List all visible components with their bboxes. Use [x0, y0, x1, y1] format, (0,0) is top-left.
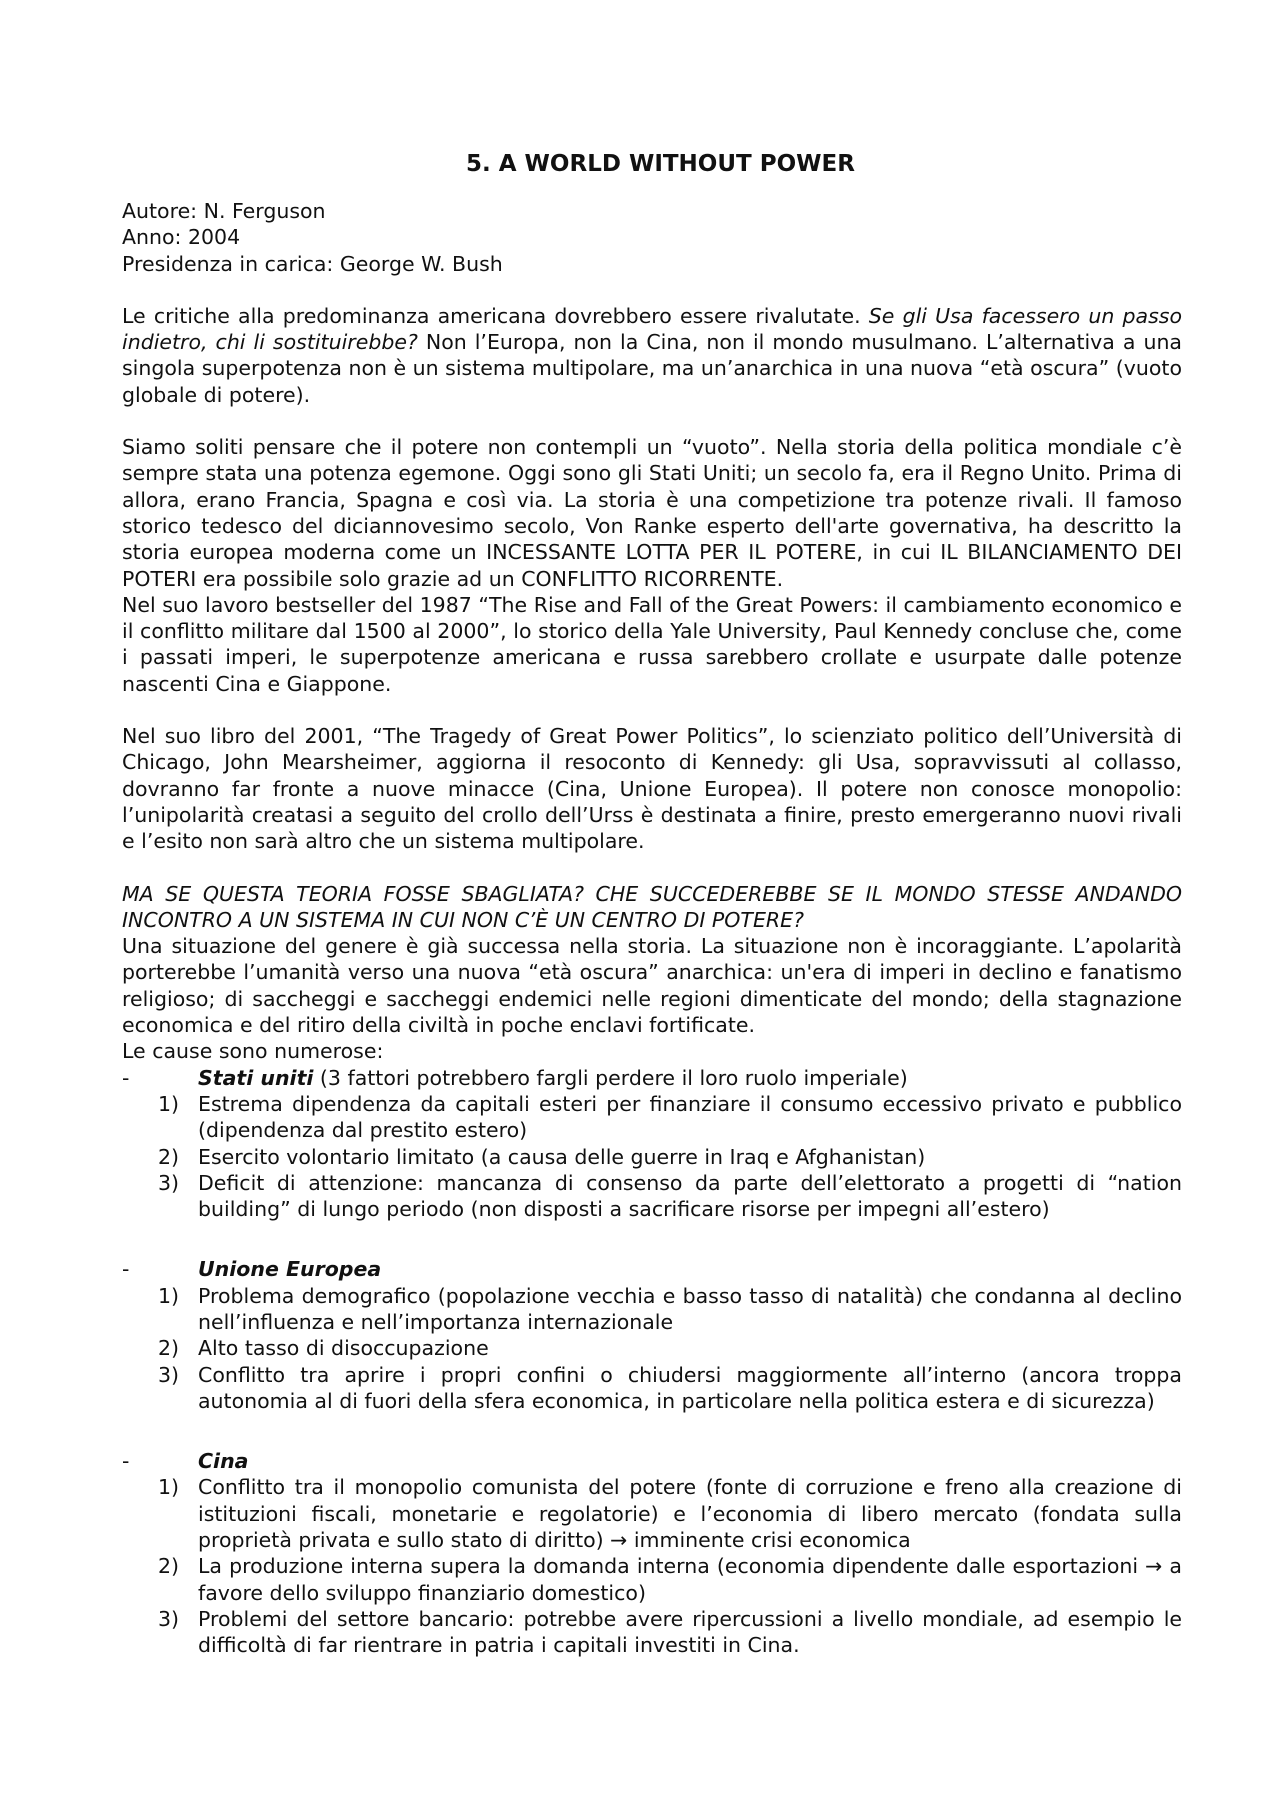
list-item-text: Deficit di attenzione: mancanza di consenso da parte dell’elettorato a progetti di “nation building” di lungo periodo (non disposti a sacrificare risorse per impegni all’estero)	[198, 1170, 1182, 1222]
list-item	[122, 1144, 1182, 1170]
section-title	[198, 1065, 908, 1091]
list-item	[122, 1091, 1182, 1144]
paragraph-mearsheimer: Nel suo libro del 2001, “The Tragedy of Great Power Politics”, lo scienziato politico dell’Università di Chicago, John Mearsheimer, aggiorna il resoconto di Kennedy: gli Usa, sopravvissuti al collasso, dovranno far fronte a nuove minacce (Cina, Unione Europea). Il potere non conosce monopolio: l’unipolarità creatasi a seguito del crollo dell’Urss è destinata a finire, presto emergeranno nuovi rivali e l’esito non sarà altro che un sistema multipolare.	[122, 724, 1182, 854]
section-head	[122, 1065, 1182, 1091]
section-title-text: Cina	[198, 1449, 249, 1474]
list-number: 3)	[158, 1362, 180, 1387]
meta-year: Anno: 2004	[122, 225, 241, 250]
list-item-text: Conflitto tra il monopolio comunista del potere (fonte di corruzione e freno alla creazione di istituzioni fiscali, monetarie e regolatorie) e l’economia di libero mercato (fondata sulla proprietà privata e sullo stato di diritto) → imminente crisi economica	[198, 1475, 1182, 1553]
list-number: 2)	[158, 1336, 180, 1361]
list-item-text: Conflitto tra aprire i propri confini o chiudersi maggiormente all’interno (ancora troppa autonomia al di fuori della sfera economica, in particolare nella politica estera e di sicurezza)	[198, 1362, 1182, 1413]
causes-intro: Le cause sono numerose:	[122, 1039, 384, 1064]
section-stati-uniti	[122, 1065, 1182, 1223]
list-item-text: Problema demografico (popolazione vecchia e basso tasso di natalità) che condanna al declino nell’influenza e nell’importanza internazionale	[198, 1283, 1182, 1334]
list-number: 2)	[158, 1144, 180, 1169]
meta-author: Autore: N. Ferguson	[122, 199, 326, 223]
section-title-text: Stati uniti	[198, 1065, 314, 1090]
intro-text-2: Non l’Europa, non la Cina, non il mondo musulmano. L’alternativa a una singola superpotenza non è un sistema multipolare, ma un’anarchica in una nuova “età oscura” (vuoto globale di potere).	[122, 330, 1182, 407]
intro-paragraph	[122, 303, 1182, 408]
list-item	[122, 1283, 1182, 1336]
list-number: 1)	[158, 1283, 180, 1308]
section-list	[122, 1474, 1182, 1658]
document-page	[122, 150, 1182, 1659]
meta-presidency: Presidenza in carica: George W. Bush	[122, 251, 503, 276]
section-title-note: (3 fattori potrebbero fargli perdere il loro ruolo imperiale)	[313, 1065, 908, 1090]
section-dash: -	[122, 1449, 130, 1474]
list-item	[122, 1606, 1182, 1659]
paragraph-kennedy: Nel suo lavoro bestseller del 1987 “The Rise and Fall of the Great Powers: il cambiamento economico e il conflitto militare dal 1500 al 2000”, lo storico della Yale University, Paul Kennedy concluse che, come i passati imperi, le superpotenze americana e russa sarebbero crollate e usurpate dalle potenze nascenti Cina e Giappone.	[122, 592, 1182, 696]
list-number: 2)	[158, 1554, 180, 1579]
section-list	[122, 1283, 1182, 1414]
paragraph-history: Siamo soliti pensare che il potere non contempli un “vuoto”. Nella storia della politica mondiale c’è sempre stata una potenza egemone. Oggi sono gli Stati Uniti; un secolo fa, era il Regno Unito. Prima di allora, erano Francia, Spagna e così via. La storia è una competizione tra potenze rivali. Il famoso storico tedesco del diciannovesimo secolo, Von Ranke esperto dell'arte governativa, ha descritto la storia europea moderna come un INCESSANTE LOTTA PER IL POTERE, in cui IL BILANCIAMENTO DEI POTERI era possibile solo grazie ad un CONFLITTO RICORRENTE.	[122, 435, 1182, 591]
list-item-text: Alto tasso di disoccupazione	[198, 1336, 489, 1361]
list-item	[122, 1335, 1182, 1361]
section-title	[198, 1448, 249, 1474]
section-title	[198, 1256, 381, 1282]
list-number: 1)	[158, 1475, 180, 1500]
list-number: 3)	[158, 1170, 180, 1195]
question-caps: MA SE QUESTA TEORIA FOSSE SBAGLIATA? CHE SUCCEDEREBBE SE IL MONDO STESSE ANDANDO INCONTRO A UN SISTEMA IN CUI NON C’È UN CENTRO DI POTERE?	[122, 881, 1182, 932]
section-dash: -	[122, 1065, 130, 1090]
intro-text-1: Le critiche alla predominanza americana dovrebbero essere rivalutate.	[122, 303, 869, 328]
list-item-text: Problemi del settore bancario: potrebbe avere ripercussioni a livello mondiale, ad esempio le difficoltà di far rientrare in patria i capitali investiti in Cina.	[198, 1606, 1182, 1658]
list-number: 1)	[158, 1091, 180, 1116]
section-title-text: Unione Europea	[198, 1257, 382, 1282]
list-item	[122, 1362, 1182, 1415]
list-item-text: Esercito volontario limitato (a causa delle guerre in Iraq e Afghanistan)	[198, 1144, 926, 1169]
section-cina	[122, 1448, 1182, 1658]
document-title: 5. A WORLD WITHOUT POWER	[466, 151, 855, 177]
list-item	[122, 1553, 1182, 1606]
intro-question: Se gli Usa facessero un passo indietro, chi li sostituirebbe?	[122, 303, 1182, 355]
list-item	[122, 1474, 1182, 1553]
section-head	[122, 1448, 1182, 1474]
section-dash: -	[122, 1257, 130, 1282]
section-unione-europea	[122, 1256, 1182, 1414]
list-item	[122, 1170, 1182, 1223]
list-number: 3)	[158, 1606, 180, 1631]
document-meta	[122, 198, 1182, 277]
section-head	[122, 1256, 1182, 1282]
list-item-text: Estrema dipendenza da capitali esteri per finanziare il consumo eccessivo privato e pubblico (dipendenza dal prestito estero)	[198, 1091, 1182, 1143]
list-item-text: La produzione interna supera la domanda interna (economia dipendente dalle esportazioni → a favore dello sviluppo finanziario domestico)	[198, 1554, 1182, 1605]
paragraph-apolarity: Una situazione del genere è già successa nella storia. La situazione non è incoraggiante. L’apolarità porterebbe l’umanità verso una nuova “età oscura” anarchica: un'era di imperi in declino e fanatismo religioso; di saccheggi e saccheggi endemici nelle regioni dimenticate del mondo; della stagnazione economica e del ritiro della civiltà in poche enclavi fortificate.	[122, 934, 1182, 1038]
section-list	[122, 1091, 1182, 1222]
